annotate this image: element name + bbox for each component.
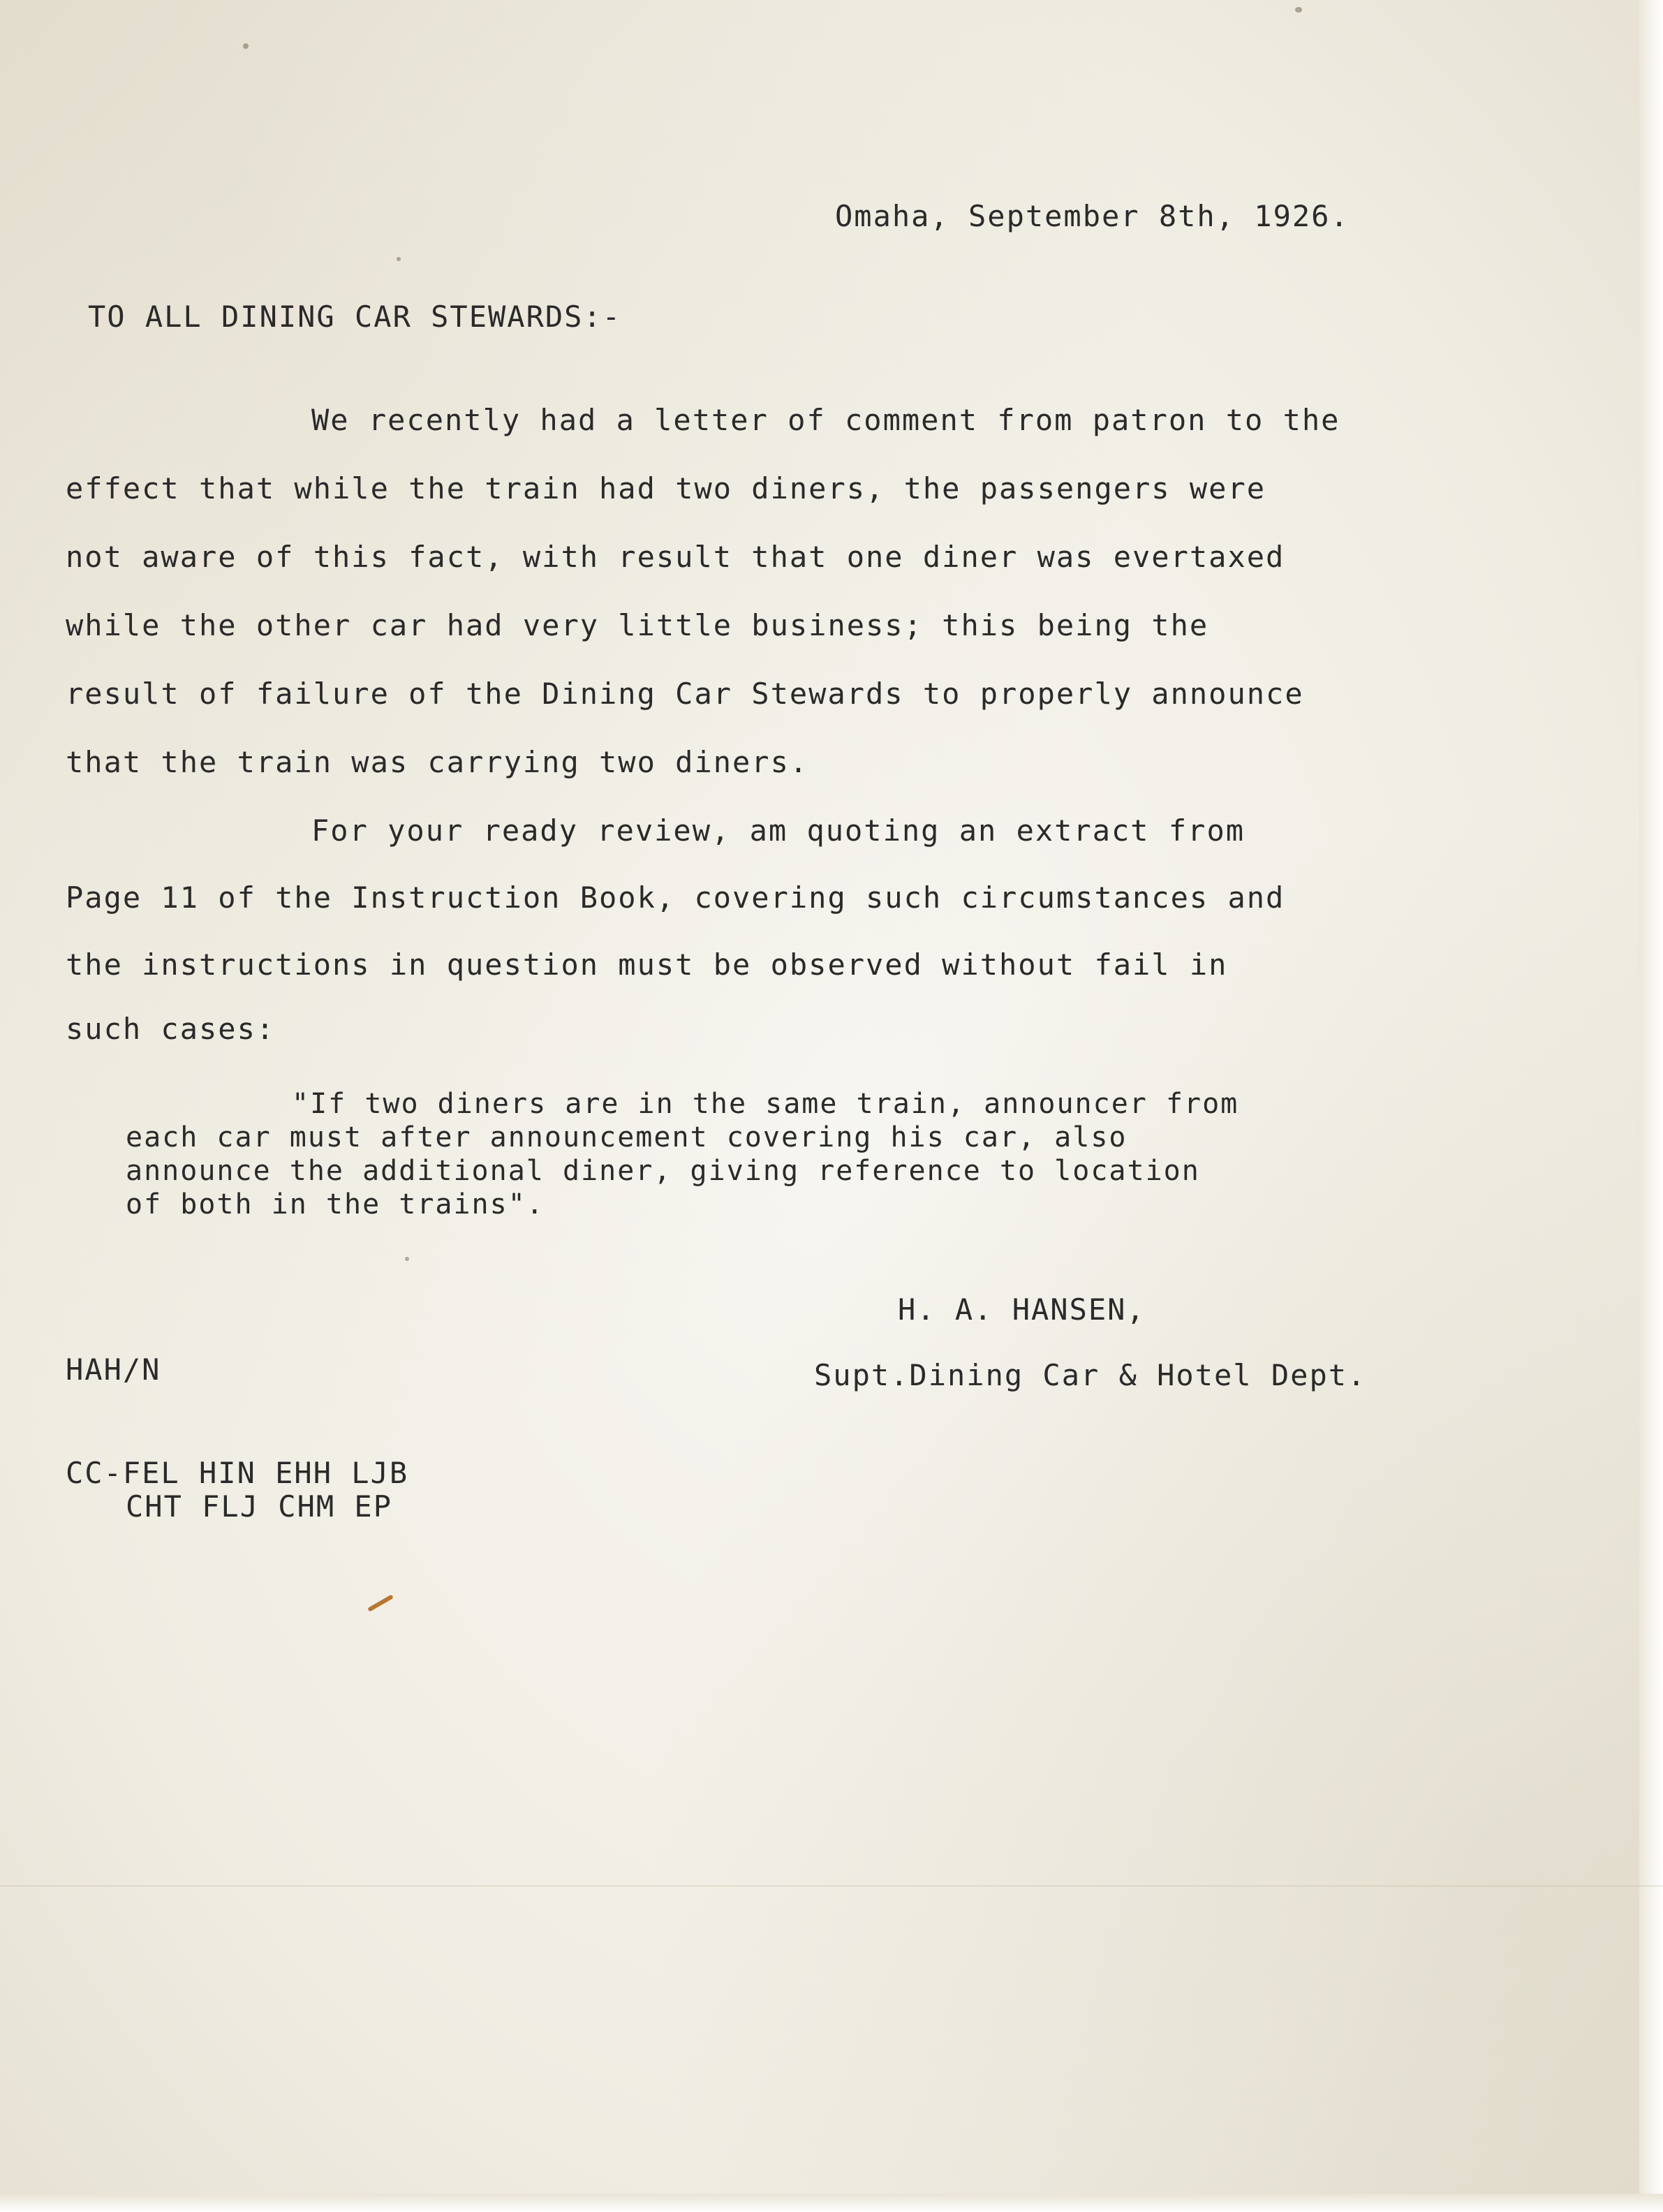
quoted-instruction-line: "If two diners are in the same train, announcer from bbox=[292, 1088, 1239, 1120]
rust-stain bbox=[367, 1594, 394, 1612]
quoted-instruction-line: announce the additional diner, giving reference to location bbox=[126, 1155, 1200, 1187]
cc-line: CHT FLJ CHM EP bbox=[126, 1489, 393, 1524]
quoted-instruction-line: each car must after announcement covering his car, also bbox=[126, 1121, 1128, 1153]
quoted-instruction-line: of both in the trains". bbox=[126, 1188, 545, 1221]
paragraph2-line: the instructions in question must be observed without fail in bbox=[66, 948, 1228, 982]
letter-salutation: TO ALL DINING CAR STEWARDS:- bbox=[88, 300, 622, 334]
paper-bottom-edge bbox=[0, 2194, 1663, 2212]
paper-fold-crease bbox=[0, 1885, 1663, 1887]
paper-speck bbox=[1295, 7, 1302, 13]
paragraph1-line: result of failure of the Dining Car Stewards to properly announce bbox=[66, 677, 1304, 711]
cc-line: CC-FEL HIN EHH LJB bbox=[66, 1456, 409, 1490]
paragraph2-line: such cases: bbox=[66, 1012, 276, 1046]
paper-speck bbox=[405, 1257, 409, 1261]
letter-date: Omaha, September 8th, 1926. bbox=[835, 199, 1350, 233]
paragraph1-line: We recently had a letter of comment from patron to the bbox=[311, 403, 1340, 437]
signature-name: H. A. HANSEN, bbox=[898, 1292, 1146, 1327]
paragraph2-line: Page 11 of the Instruction Book, covering such circumstances and bbox=[66, 880, 1285, 915]
reference-initials: HAH/N bbox=[66, 1352, 161, 1387]
paper-speck bbox=[397, 257, 401, 261]
signature-title: Supt.Dining Car & Hotel Dept. bbox=[814, 1358, 1367, 1392]
paragraph1-line: while the other car had very little business; this being the bbox=[66, 608, 1209, 642]
paragraph1-line: effect that while the train had two diners, the passengers were bbox=[66, 471, 1266, 506]
paragraph2-line: For your ready review, am quoting an extract from bbox=[311, 813, 1246, 848]
paper-right-edge bbox=[1639, 0, 1663, 2212]
paper-speck bbox=[243, 43, 249, 49]
paragraph1-line: that the train was carrying two diners. bbox=[66, 745, 809, 779]
paragraph1-line: not aware of this fact, with result that one diner was evertaxed bbox=[66, 540, 1285, 574]
